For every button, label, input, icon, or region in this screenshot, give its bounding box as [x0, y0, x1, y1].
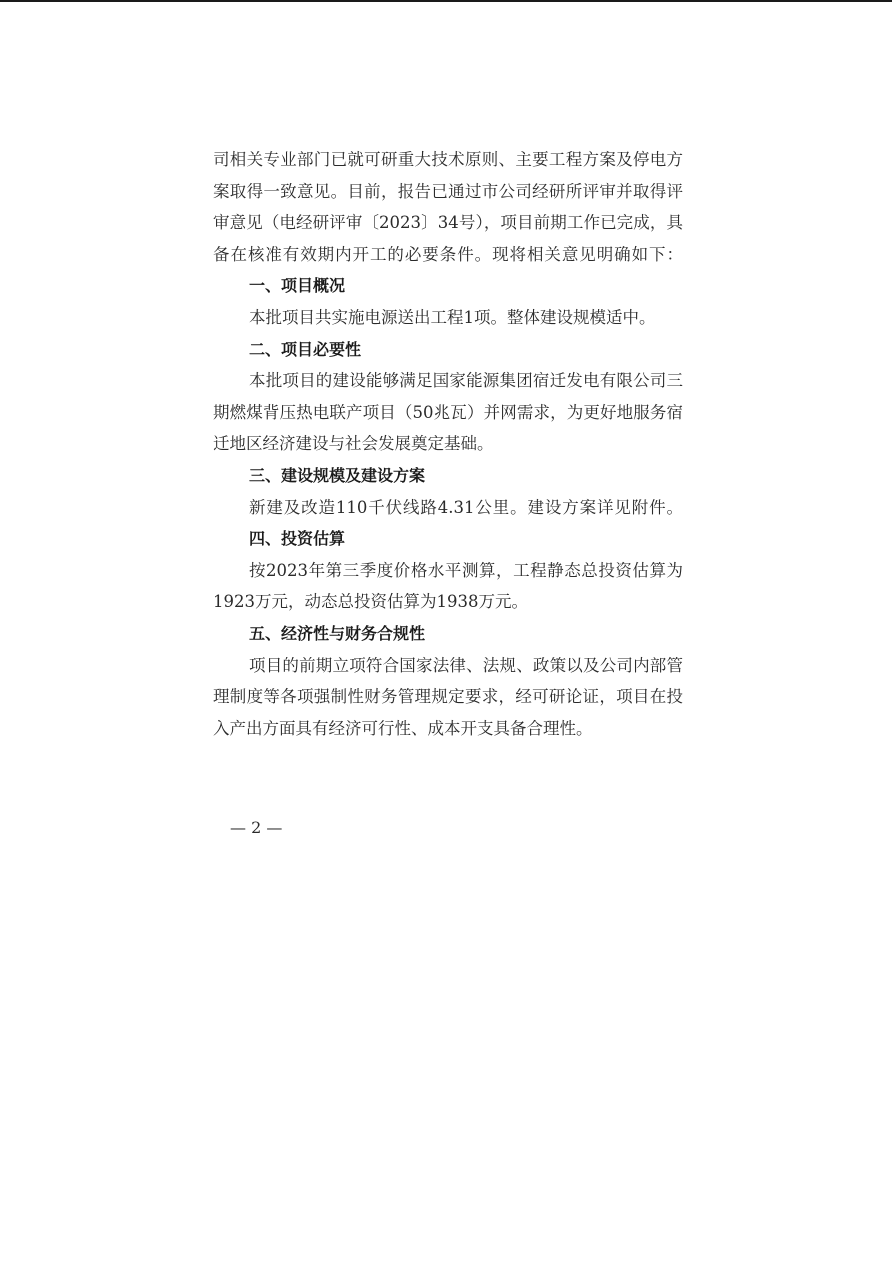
investment-line-2: 1923万元，动态总投资估算为1938万元。	[213, 592, 528, 612]
intro-line-2: 案取得一致意见。目前，报告已通过市公司经研所评审并取得评	[213, 181, 683, 201]
intro-line-4: 备在核准有效期内开工的必要条件。现将相关意见明确如下：	[213, 244, 683, 264]
top-border-line	[0, 0, 892, 2]
economics-line-3: 入产出方面具有经济可行性、成本开支具备合理性。	[213, 718, 593, 738]
page-number: — 2 —	[230, 818, 283, 837]
economics-line-1: 项目的前期立项符合国家法律、法规、政策以及公司内部管	[249, 655, 683, 675]
intro-line-1: 司相关专业部门已就可研重大技术原则、主要工程方案及停电方	[213, 150, 683, 169]
scale-line-1: 新建及改造110千伏线路4.31公里。建设方案详见附件。	[249, 497, 683, 517]
intro-line-3: 审意见（电经研评审〔2023〕34号），项目前期工作已完成，具	[213, 213, 683, 233]
section-heading-scale: 三、建设规模及建设方案	[249, 465, 426, 485]
section-heading-overview: 一、项目概况	[249, 276, 346, 296]
section-heading-necessity: 二、项目必要性	[249, 339, 362, 359]
investment-line-1: 按2023年第三季度价格水平测算，工程静态总投资估算为	[249, 560, 683, 580]
section-heading-economics: 五、经济性与财务合规性	[249, 623, 426, 643]
necessity-line-3: 迁地区经济建设与社会发展奠定基础。	[213, 434, 494, 454]
section-heading-investment: 四、投资估算	[249, 529, 346, 549]
necessity-line-1: 本批项目的建设能够满足国家能源集团宿迁发电有限公司三	[249, 371, 683, 391]
overview-line-1: 本批项目共实施电源送出工程1项。整体建设规模适中。	[249, 307, 656, 327]
economics-line-2: 理制度等各项强制性财务管理规定要求，经可研论证，项目在投	[213, 687, 683, 707]
necessity-line-2: 期燃煤背压热电联产项目（50兆瓦）并网需求，为更好地服务宿	[213, 402, 683, 422]
document-body	[213, 144, 683, 744]
